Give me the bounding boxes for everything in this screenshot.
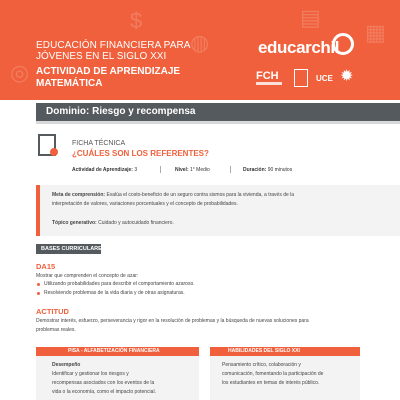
- meta-duration: Duración: 90 minutos: [243, 167, 293, 173]
- bullet-icon: [37, 283, 40, 286]
- pisa-line3: vida o la economía, como el impacto potencial.: [52, 389, 156, 395]
- attitude-title: ACTITUD: [36, 307, 69, 316]
- activity-title-line2: MATEMÁTICA: [36, 78, 103, 89]
- calculator-doodle-icon: ▦: [365, 20, 386, 45]
- piggy-bank-doodle-icon: ◍: [190, 30, 210, 55]
- domain-title: Dominio: Riesgo y recompensa: [46, 106, 196, 117]
- generative-topic: Tópico generativo: Cuidado y autocuidado financiero.: [52, 220, 174, 226]
- educarchile-logo[interactable]: educarchil: [258, 38, 340, 57]
- meta-activity: Actividad de Aprendizaje: 3: [72, 167, 138, 173]
- learning-objective-code: DA15: [36, 262, 56, 271]
- domain-bar-shadow: [36, 121, 400, 124]
- learning-objective-intro: Mostrar que comprenden el concepto de azar:: [36, 273, 139, 279]
- ficha-title: ¿CUÁLES SON LOS REFERENTES?: [72, 149, 209, 158]
- skills-line2: comunicación, fomentando la participación de: [222, 371, 324, 377]
- money-doodle-icon: $: [130, 8, 143, 33]
- educarchile-mark-icon: [332, 33, 354, 55]
- fch-logo-underline: [256, 82, 282, 85]
- program-title-line2: JÓVENES EN EL SIGLO XXI: [36, 51, 167, 62]
- bases-curriculares-label: BASES CURRICULARES: [41, 246, 106, 252]
- fch-logo: FCH: [256, 70, 279, 82]
- goal-line1: Meta de comprensión: Evalúa el costo-beneficio de un seguro contra sismos para la vivienda, a través de la: [52, 192, 295, 198]
- activity-title-line1: ACTIVIDAD DE APRENDIZAJE: [36, 66, 181, 77]
- pisa-line2: recompensas asociados con los eventos de la: [52, 380, 155, 386]
- document-checklist-icon: [38, 134, 56, 156]
- meta-separator: [160, 166, 161, 173]
- pisa-line1: Identificar y gestionar los riesgos y: [52, 371, 129, 377]
- meta-separator: [230, 166, 231, 173]
- objective-bullet-1: Utilizando probabilidades para describir el comportamiento azaroso.: [44, 281, 195, 287]
- goal-box-accent: [36, 185, 40, 236]
- attitude-line2: problemas reales.: [36, 327, 76, 333]
- uce-logo: UCE: [316, 74, 333, 83]
- skills-panel-title: HABILIDADES DEL SIGLO XXI: [228, 348, 300, 354]
- attitude-line1: Demostrar interés, esfuerzo, perseverancia y rigor en la resolución de problemas y la búsqueda de nuevas soluciones para: [36, 318, 309, 324]
- coin-doodle-icon: ◎: [10, 60, 30, 85]
- program-title-line1: EDUCACIÓN FINANCIERA PARA: [36, 40, 191, 51]
- ficha-label: FICHA TÉCNICA: [72, 140, 126, 147]
- bullet-icon: [37, 292, 40, 295]
- chart-doodle-icon: ▤: [300, 5, 321, 30]
- skills-line1: Pensamiento crítico, colaboración y: [222, 362, 301, 368]
- goal-line2: interpretación de valores, variaciones porcentuales y el concepto de probabilidades.: [52, 201, 238, 207]
- star-logo-icon: ✹: [340, 68, 354, 85]
- meta-level: Nivel: 1° Medio: [175, 167, 210, 173]
- university-seal-icon: [294, 69, 308, 87]
- skills-line3: los estudiantes en temas de interés público.: [222, 380, 320, 386]
- pisa-performance-label: Desempeño: [52, 362, 81, 368]
- objective-bullet-2: Resolviendo problemas de la vida diaria y de otras asignaturas.: [44, 290, 185, 296]
- pisa-panel-title: PISA - ALFABETIZACIÓN FINANCIERA: [68, 348, 160, 354]
